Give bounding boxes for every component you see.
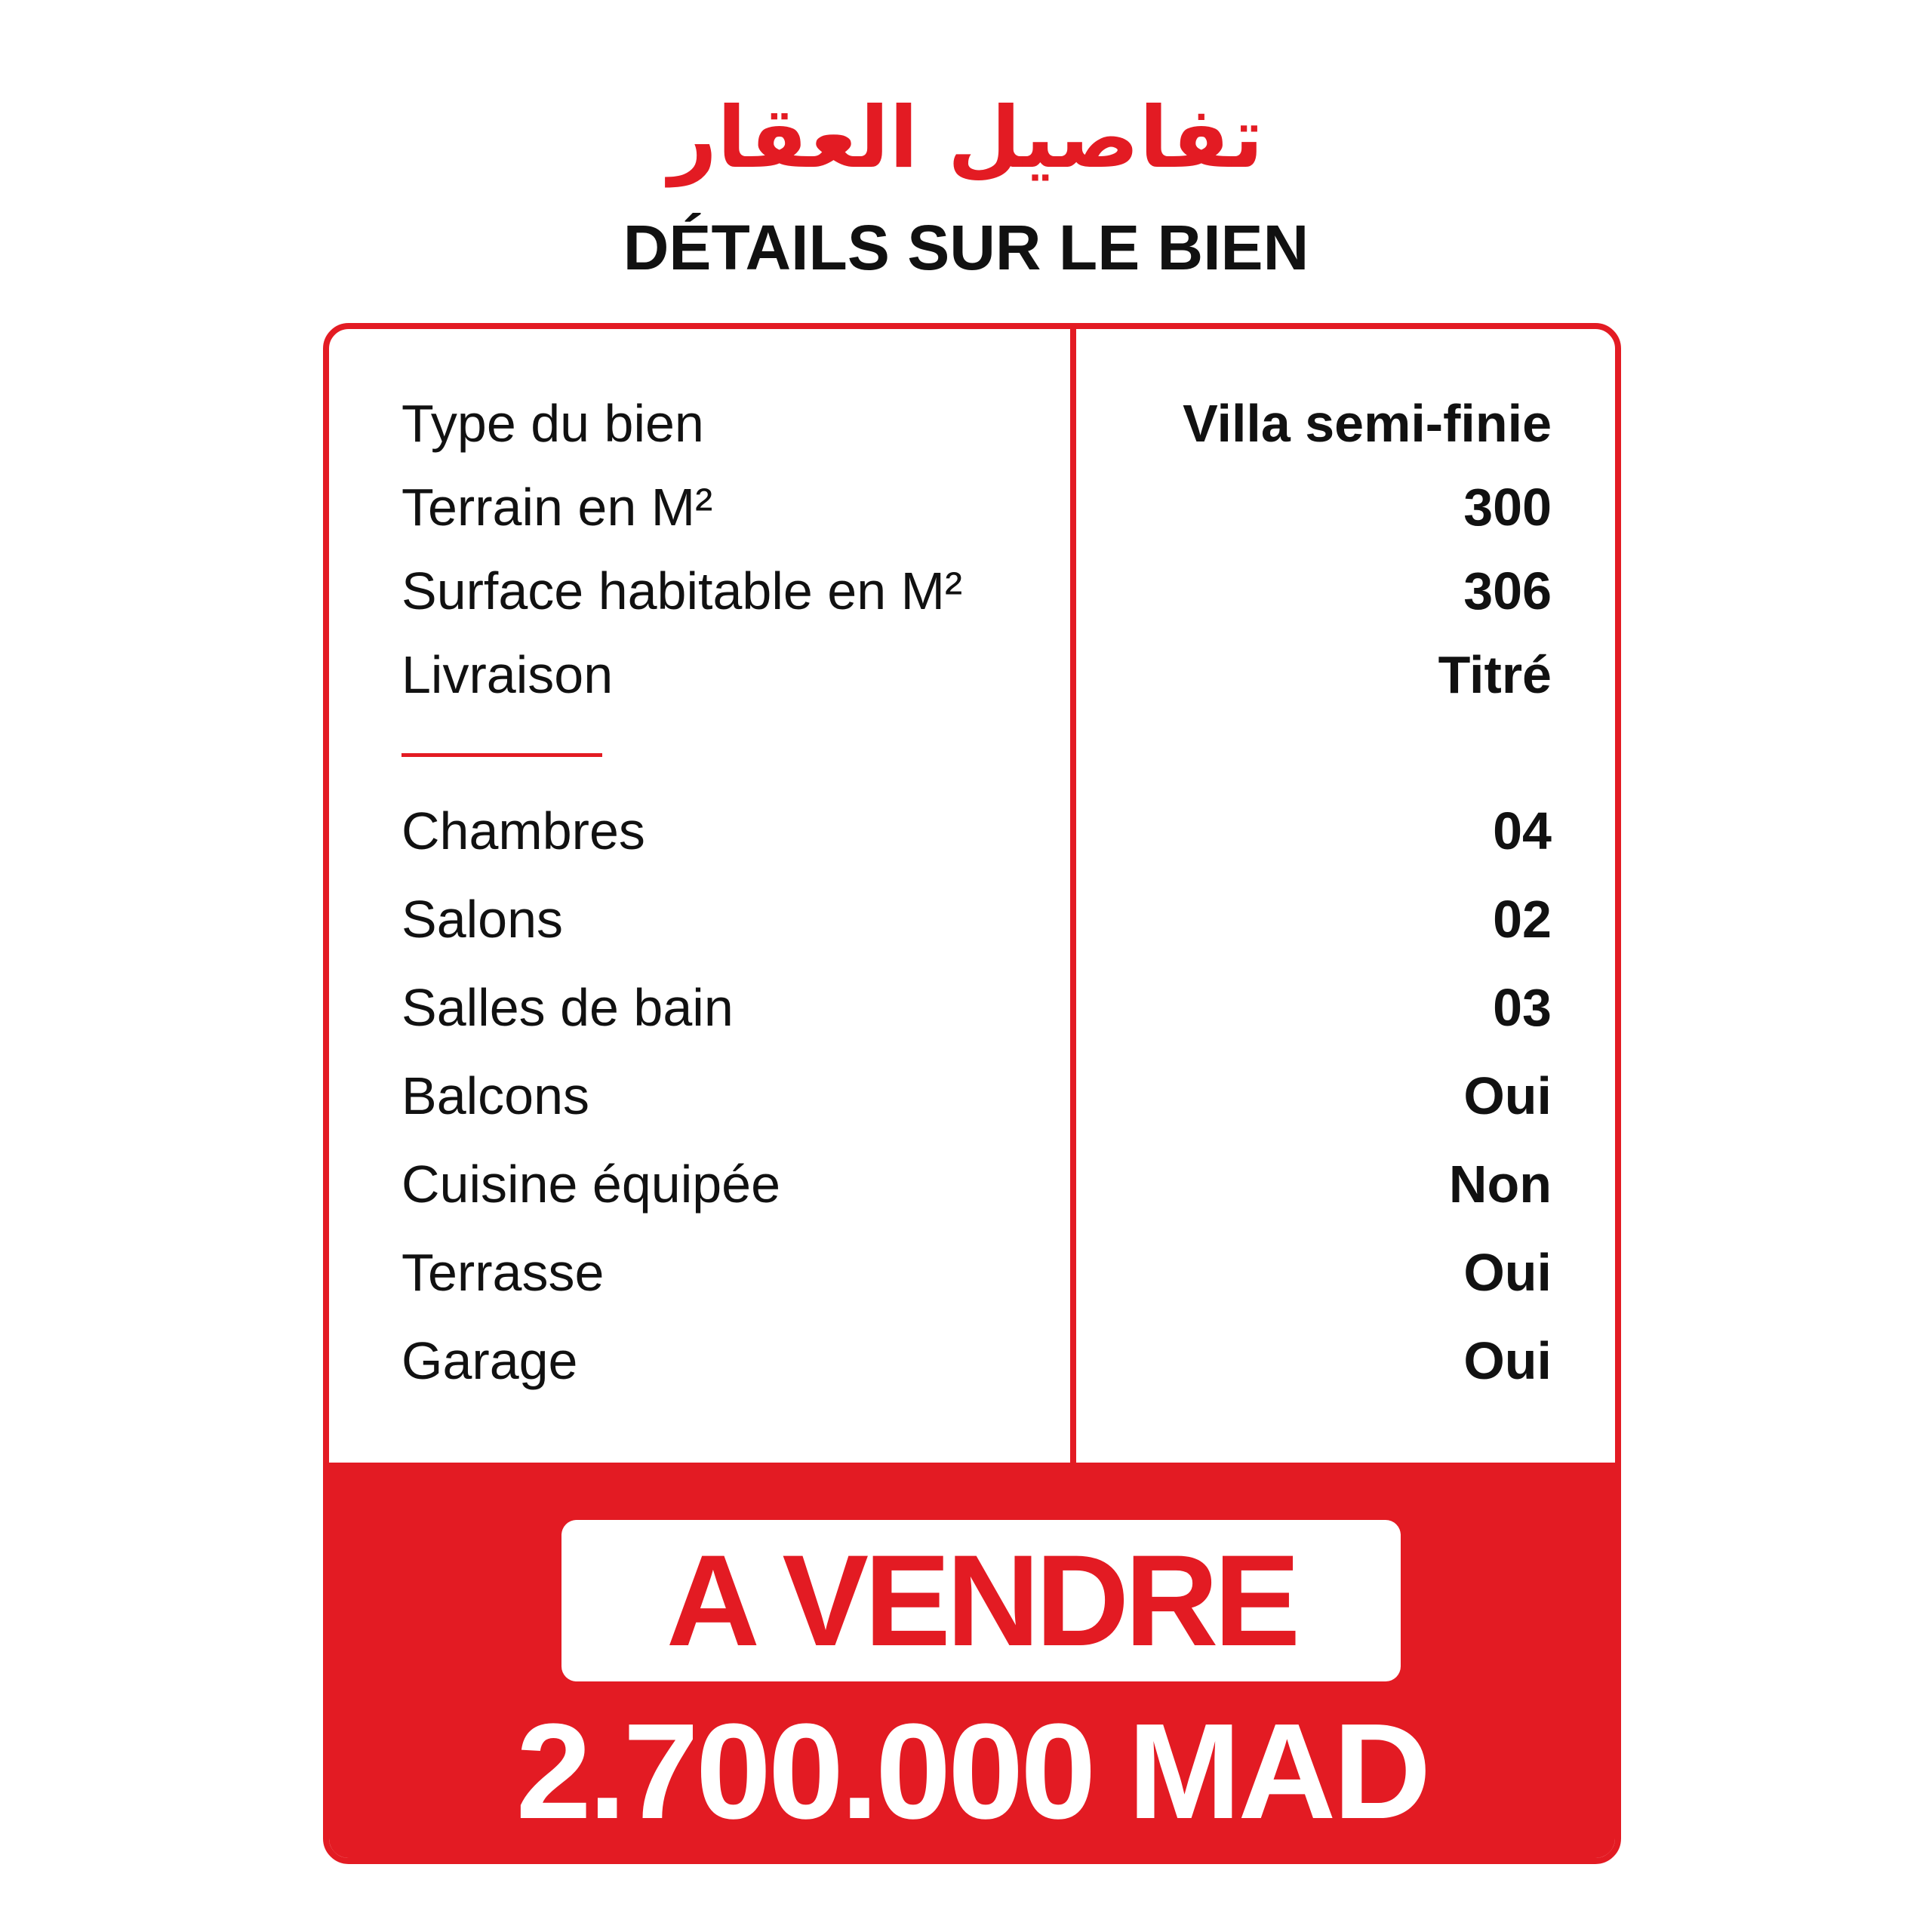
- detail-value: 03: [1493, 978, 1552, 1037]
- detail-row-chambres: [329, 797, 1615, 865]
- detail-label: Terrain en M²: [401, 478, 713, 537]
- detail-row-terrain: [329, 473, 1615, 541]
- for-sale-badge: [561, 1520, 1401, 1681]
- detail-value: Oui: [1463, 1243, 1552, 1302]
- price-footer: [329, 1463, 1615, 1864]
- price-label: 2.700.000 MAD: [515, 1696, 1429, 1847]
- detail-row-cuisine: [329, 1150, 1615, 1218]
- detail-row-salles-de-bain: [329, 974, 1615, 1041]
- detail-row-garage: [329, 1327, 1615, 1395]
- detail-value: Non: [1448, 1155, 1552, 1214]
- detail-label: Salons: [401, 890, 564, 949]
- detail-label: Garage: [401, 1331, 578, 1390]
- property-details-card: [323, 323, 1621, 1864]
- detail-value: Villa semi-finie: [1183, 394, 1552, 453]
- detail-value: Oui: [1463, 1066, 1552, 1125]
- detail-label: Balcons: [401, 1066, 590, 1125]
- detail-row-balcons: [329, 1062, 1615, 1130]
- detail-row-surface: [329, 557, 1615, 625]
- detail-row-livraison: [329, 641, 1615, 709]
- detail-row-salons: [329, 885, 1615, 953]
- detail-value: Oui: [1463, 1331, 1552, 1390]
- detail-value: 04: [1493, 801, 1552, 860]
- detail-row-type: [329, 389, 1615, 457]
- detail-value: 306: [1463, 561, 1552, 620]
- section-separator: [401, 753, 602, 757]
- detail-label: Terrasse: [401, 1243, 605, 1302]
- detail-value: 02: [1493, 890, 1552, 949]
- detail-label: Livraison: [401, 645, 614, 704]
- detail-label: Salles de bain: [401, 978, 734, 1037]
- title-arabic: تفاصيل العقار: [668, 89, 1264, 187]
- detail-label: Type du bien: [401, 394, 704, 453]
- detail-value: Titré: [1438, 645, 1552, 704]
- detail-label: Cuisine équipée: [401, 1155, 781, 1214]
- detail-label: Chambres: [401, 801, 645, 860]
- detail-value: 300: [1463, 478, 1552, 537]
- title-french: DÉTAILS SUR LE BIEN: [623, 212, 1309, 283]
- detail-row-terrasse: [329, 1238, 1615, 1306]
- detail-label: Surface habitable en M²: [401, 561, 963, 620]
- for-sale-label: A VENDRE: [666, 1528, 1297, 1673]
